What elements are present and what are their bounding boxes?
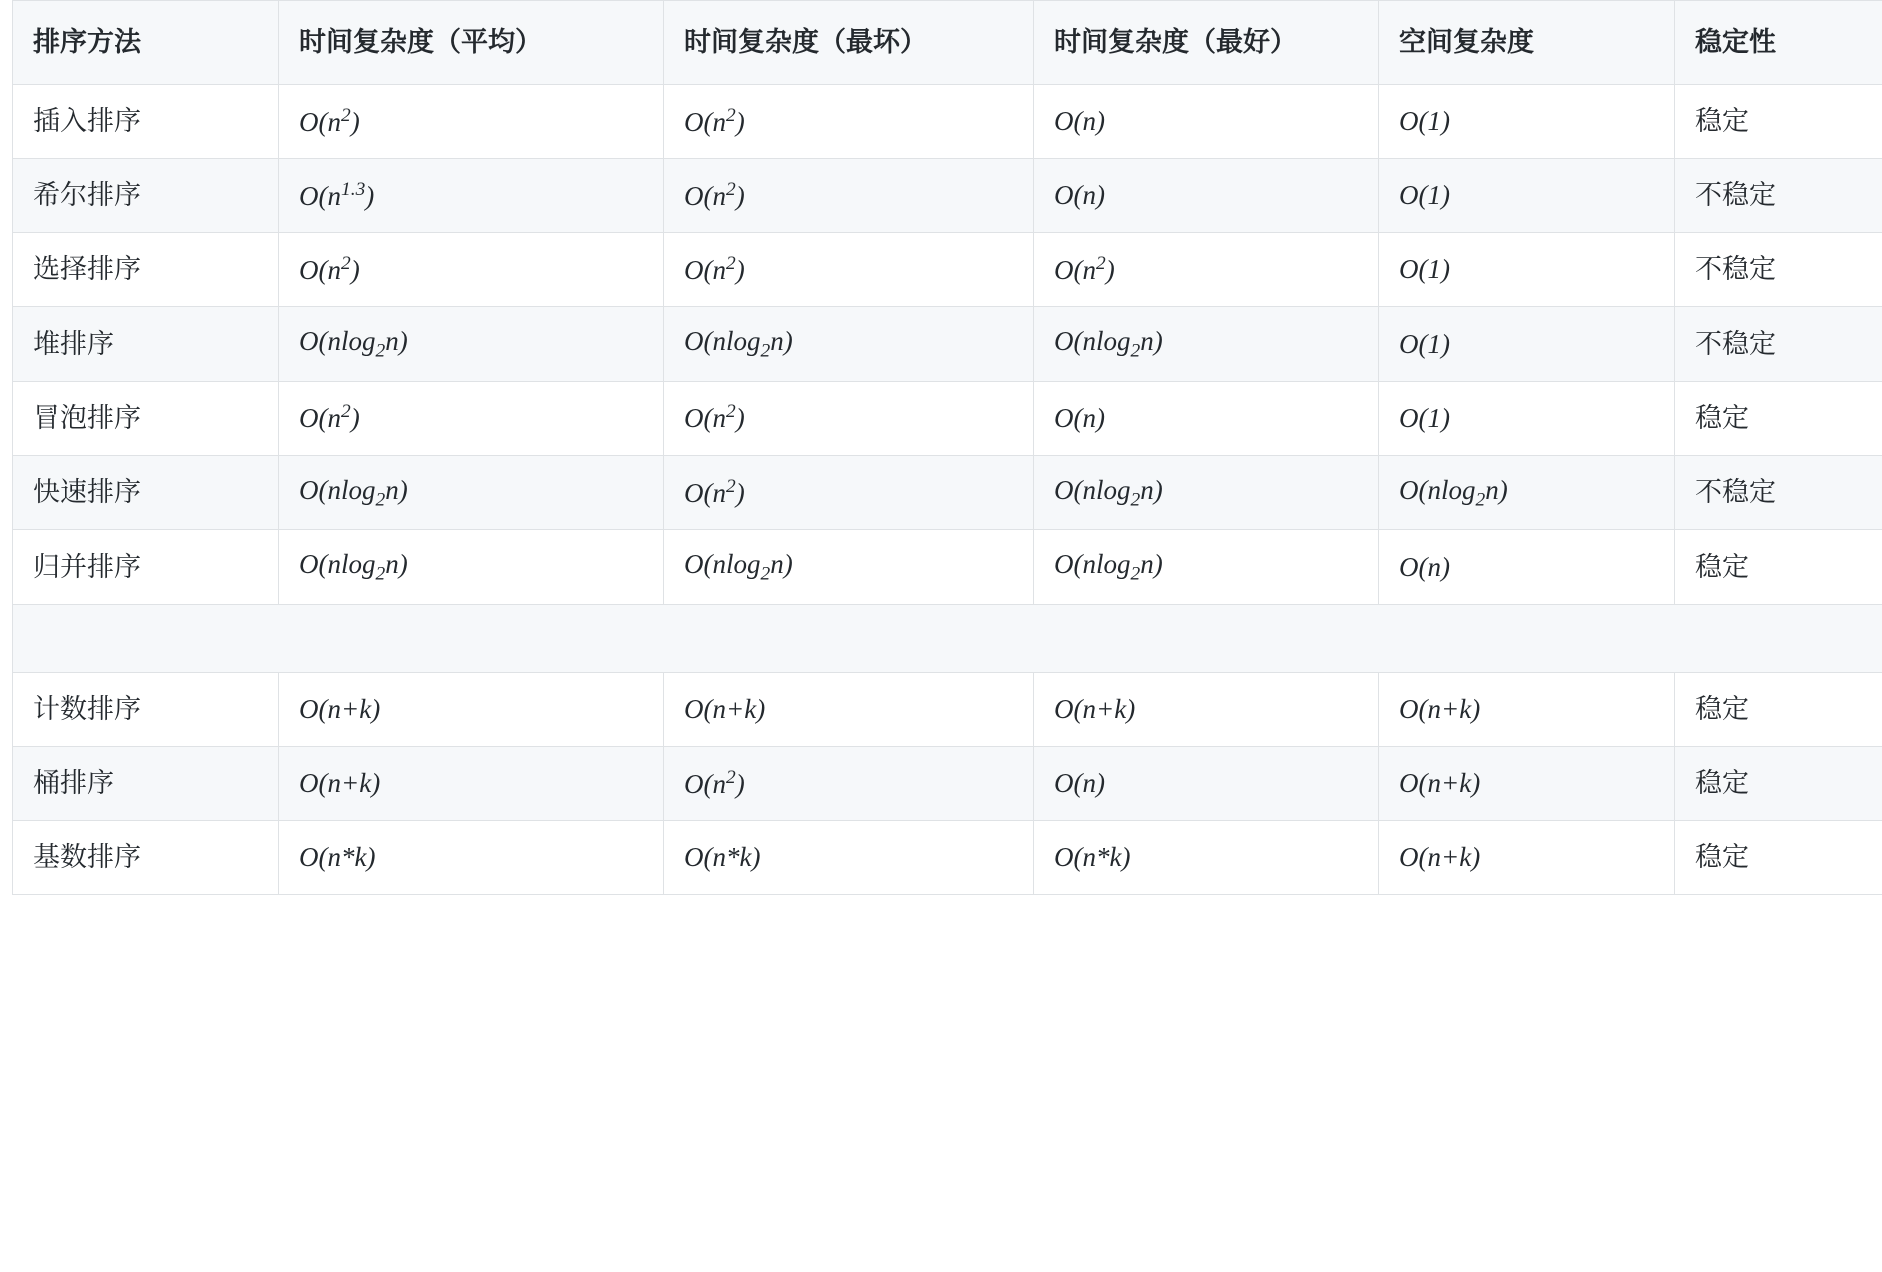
cell-method: 归并排序 [13,530,279,605]
cell-space: O(1) [1379,233,1675,307]
cell-time-best: O(nlog$_2$n) [1034,455,1379,530]
cell-time-best: O(n) [1034,85,1379,159]
table-header-row [13,1,1882,85]
cell-time-average: O(nlog$_2$n) [279,307,664,382]
cell-space: O(n+k) [1379,820,1675,894]
cell-method: 希尔排序 [13,159,279,233]
cell-space: O(1) [1379,307,1675,382]
table-spacer-cell [13,604,1882,672]
cell-space: O(1) [1379,85,1675,159]
cell-time-average: O(n*k) [279,820,664,894]
table-row [13,381,1882,455]
table-row [13,307,1882,382]
cell-time-worst: O(nlog$_2$n) [664,307,1034,382]
column-header-time-best: 时间复杂度（最好） [1034,1,1379,85]
cell-time-best: O(n) [1034,159,1379,233]
column-header-space: 空间复杂度 [1379,1,1675,85]
cell-stability: 不稳定 [1675,455,1882,530]
cell-time-average: O(nlog$_2$n) [279,530,664,605]
cell-time-average: $O(n^2)$ [279,381,664,455]
cell-space: O(n+k) [1379,746,1675,820]
cell-time-average: $O(n^2)$ [279,233,664,307]
cell-time-worst: $O(n^2)$ [664,85,1034,159]
table-row [13,530,1882,605]
cell-stability: 不稳定 [1675,307,1882,382]
cell-stability: 稳定 [1675,746,1882,820]
cell-time-worst: $O(n^2)$ [664,233,1034,307]
cell-method: 插入排序 [13,85,279,159]
table-row [13,820,1882,894]
cell-stability: 不稳定 [1675,233,1882,307]
table-row [13,746,1882,820]
cell-stability: 稳定 [1675,85,1882,159]
cell-method: 选择排序 [13,233,279,307]
cell-time-worst: $O(n^2)$ [664,381,1034,455]
cell-space: O(nlog$_2$n) [1379,455,1675,530]
cell-time-worst: O(nlog$_2$n) [664,530,1034,605]
column-header-time-average: 时间复杂度（平均） [279,1,664,85]
column-header-stability: 稳定性 [1675,1,1882,85]
cell-stability: 稳定 [1675,672,1882,746]
cell-stability: 稳定 [1675,381,1882,455]
column-header-time-worst: 时间复杂度（最坏） [664,1,1034,85]
cell-space: O(1) [1379,159,1675,233]
cell-time-worst: $O(n^2)$ [664,455,1034,530]
cell-time-average: $O(n^2)$ [279,85,664,159]
table-spacer-row [13,604,1882,672]
cell-time-average: O(nlog$_2$n) [279,455,664,530]
cell-stability: 不稳定 [1675,159,1882,233]
cell-time-worst: $O(n^2)$ [664,746,1034,820]
cell-time-worst: $O(n^2)$ [664,159,1034,233]
table-row [13,159,1882,233]
cell-time-best: O(n) [1034,746,1379,820]
cell-stability: 稳定 [1675,530,1882,605]
cell-time-best: O(n*k) [1034,820,1379,894]
sorting-complexity-table [12,0,1882,895]
cell-time-worst: O(n*k) [664,820,1034,894]
table-row [13,85,1882,159]
cell-stability: 稳定 [1675,820,1882,894]
cell-time-best: O(n+k) [1034,672,1379,746]
cell-method: 快速排序 [13,455,279,530]
cell-method: 冒泡排序 [13,381,279,455]
cell-time-worst: O(n+k) [664,672,1034,746]
cell-time-best: $O(n^2)$ [1034,233,1379,307]
cell-space: O(n+k) [1379,672,1675,746]
cell-time-average: O(n+k) [279,746,664,820]
cell-space: O(n) [1379,530,1675,605]
table-header [13,1,1882,85]
column-header-method: 排序方法 [13,1,279,85]
cell-time-best: O(nlog$_2$n) [1034,307,1379,382]
cell-time-best: O(n) [1034,381,1379,455]
table-row [13,233,1882,307]
table-body [13,85,1882,895]
cell-time-average: O(n+k) [279,672,664,746]
cell-method: 堆排序 [13,307,279,382]
cell-time-best: O(nlog$_2$n) [1034,530,1379,605]
table-row [13,455,1882,530]
cell-time-average: $O(n^{1.3})$ [279,159,664,233]
cell-space: O(1) [1379,381,1675,455]
table-row [13,672,1882,746]
cell-method: 计数排序 [13,672,279,746]
cell-method: 基数排序 [13,820,279,894]
cell-method: 桶排序 [13,746,279,820]
